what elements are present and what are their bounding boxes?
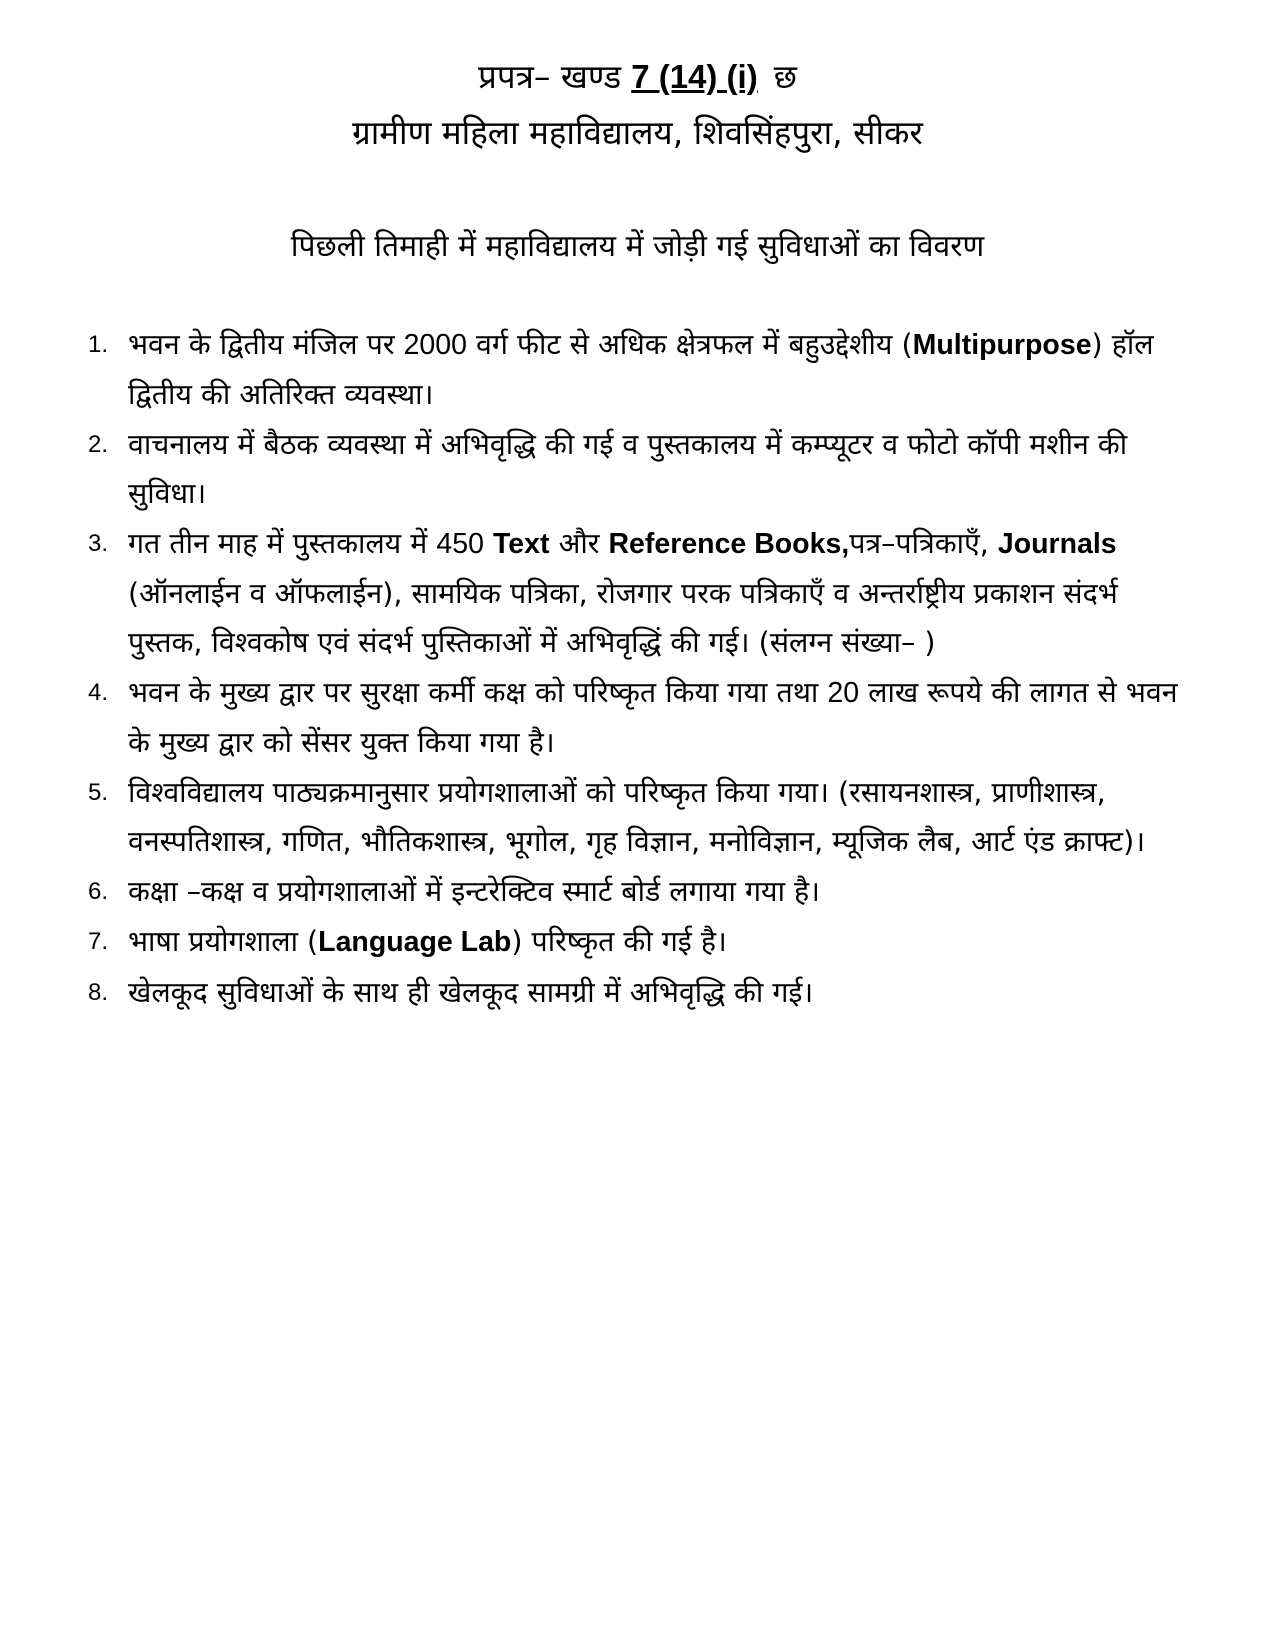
document-header: [0, 52, 1275, 158]
item-text-segment: गत तीन माह में पुस्तकालय में: [128, 527, 437, 560]
item-number: 5.: [88, 779, 109, 806]
item-text: [128, 676, 1178, 759]
item-text: [128, 875, 820, 908]
item-text-english-term: Journals: [997, 528, 1117, 560]
item-text: [128, 428, 1127, 510]
facility-item: [88, 968, 1198, 1017]
item-number: 3.: [88, 530, 109, 557]
item-number: 2.: [88, 431, 109, 458]
facility-item: [88, 867, 1198, 916]
item-text: [128, 776, 1145, 858]
item-text-segment: और: [549, 527, 609, 560]
facility-list: [88, 320, 1198, 1018]
item-number: 4.: [88, 679, 109, 706]
item-text-english-term: Multipurpose: [912, 329, 1092, 361]
item-text-english-term: Language Lab: [318, 926, 512, 958]
form-code: 7 (14) (i): [631, 58, 758, 95]
document-subtitle: पिछली तिमाही में महाविद्यालय में जोड़ी गई सुविधाओं का विवरण: [290, 229, 985, 264]
form-suffix: छ: [773, 57, 797, 96]
item-text-english-term: Reference Books,: [608, 528, 850, 560]
item-text: [128, 328, 1154, 411]
item-text-segment: लाख रूपये की लागत से भवन के मुख्य द्वार को सेंसर युक्त किया गया है।: [128, 676, 1178, 759]
item-text-segment: विश्वविद्यालय पाठ्यक्रमानुसार प्रयोगशालाओं को परिष्कृत किया गया। (रसायनशास्त्र, प्राणीशास्त्र, वनस्पतिशास्त्र, गणित, भौतिकशास्त्र, भूगोल, गृह विज्ञान, मनोविज्ञान, म्यूजिक लैब, आर्ट एंड क्राफ्ट)।: [128, 776, 1146, 858]
item-text-segment: (ऑनलाईन व ऑफलाईन), सामयिक पत्रिका, रोजगार परक पत्रिकाएँ व अन्तर्राष्ट्रीय प्रकाशन संदर्भ पुस्तक, विश्वकोष एवं संदर्भ पुस्तिकाओं में अभिवृद्धिं की गई। (संलग्न संख्या– ): [128, 577, 1118, 659]
item-number: 8.: [88, 979, 109, 1006]
item-text-segment: भवन के द्वितीय मंजिल पर: [128, 328, 404, 361]
item-text-segment: कक्षा –कक्ष व प्रयोगशालाओं में इन्टरेक्टिव स्मार्ट बोर्ड लगाया गया है।: [128, 875, 820, 908]
item-text-segment: ) हॉल द्वितीय की अतिरिक्त व्यवस्था।: [128, 328, 1154, 411]
item-text-segment: ) परिष्कृत की गई है।: [511, 925, 727, 958]
facility-item: [88, 917, 1198, 967]
item-text-segment: पत्र–पत्रिकाएँ,: [849, 527, 998, 560]
item-text-segment: भाषा प्रयोगशाला (: [128, 925, 319, 958]
facility-item: [88, 519, 1198, 667]
item-text-number: 2000: [403, 329, 467, 361]
facility-item: [88, 668, 1198, 767]
item-text: [128, 527, 1118, 659]
item-text-segment: खेलकूद सुविधाओं के साथ ही खेलकूद सामग्री में अभिवृद्धि की गई।: [128, 976, 814, 1009]
item-number: 6.: [88, 878, 109, 905]
item-text-number: 450: [436, 528, 484, 560]
form-reference: [0, 52, 1275, 102]
facility-item: [88, 420, 1198, 518]
item-number: 7.: [88, 928, 109, 955]
item-text-english-term: Text: [493, 528, 550, 560]
item-text-segment: भवन के मुख्य द्वार पर सुरक्षा कर्मी कक्ष को परिष्कृत किया गया तथा: [128, 676, 828, 709]
item-number: 1.: [88, 331, 109, 358]
college-name: ग्रामीण महिला महाविद्यालय, शिवसिंहपुरा, सीकर: [352, 113, 923, 152]
item-text-segment: [484, 527, 493, 560]
item-text-segment: वर्ग फीट से अधिक क्षेत्रफल में बहुउद्देशीय (: [466, 328, 913, 361]
item-text: [128, 976, 813, 1009]
item-text-number: 20: [827, 677, 860, 709]
form-prefix: प्रपत्र– खण्ड: [478, 57, 622, 96]
facility-item: [88, 320, 1198, 419]
item-text-segment: वाचनालय में बैठक व्यवस्था में अभिवृद्धि की गई व पुस्तकालय में कम्प्यूटर व फोटो कॉपी मशीन की सुविधा।: [128, 428, 1128, 510]
facility-item: [88, 768, 1198, 866]
item-text: [128, 925, 727, 958]
